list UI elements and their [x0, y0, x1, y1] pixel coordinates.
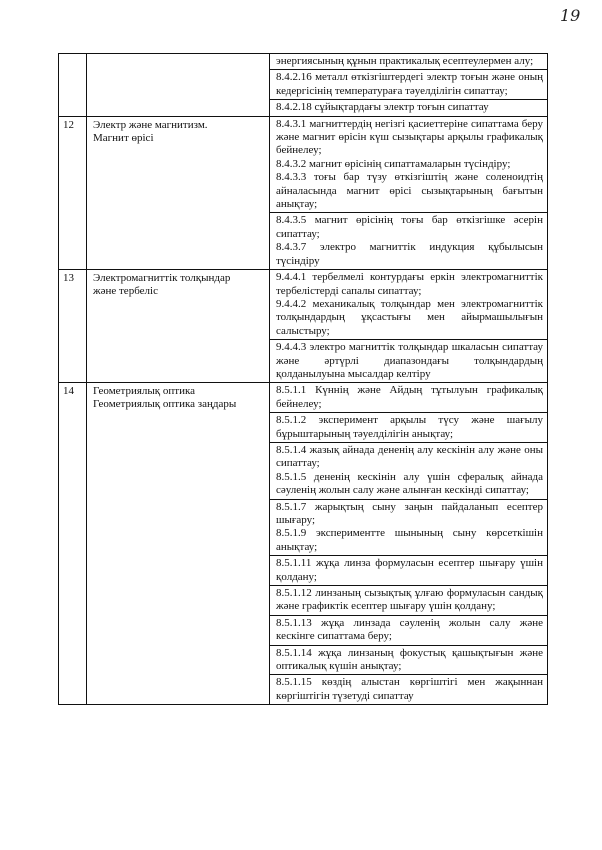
objective-text: 8.4.3.7 электро магниттік индукция құбылысын түсіндіру — [276, 241, 543, 267]
objective-text: 8.5.1.9 экспериментте шынының сыну көрсеткішін анықтау; — [276, 527, 543, 553]
objective-text: 8.5.1.7 жарықтың сыну заңын пайдаланып есептер шығару; — [276, 500, 543, 526]
objective-text: 8.5.1.11 жұқа линза формуласын есептер шығару үшін қолдану; — [276, 557, 543, 583]
objective-block — [270, 69, 547, 99]
objective-block — [270, 499, 547, 556]
objective-text: 8.5.1.15 көздің алыстан көргіштігі мен жақыннан көргіштігін түзетуді сипаттау — [276, 676, 543, 702]
objective-text: энергиясының құнын практикалық есептеулермен алу; — [276, 55, 534, 67]
objectives-cell — [270, 383, 548, 705]
objective-block — [270, 270, 547, 339]
objective-text: 8.4.2.18 сұйықтардағы электр тоғын сипаттау — [276, 101, 489, 114]
objective-text: 8.4.3.3 тоғы бар түзу өткізгіштің және соленоидтің айналасында магнит өрісі сызықтарының бағытын анықтау; — [276, 171, 543, 211]
topic-line: Магнит өрісі — [93, 131, 154, 144]
table-row — [59, 270, 548, 383]
objective-text: 8.4.3.1 магниттердің негізгі қасиеттеріне сипаттама беру және магнит өрісін күш сызықтары арқылы графикалық бейнелеу; — [276, 117, 543, 157]
objective-block — [270, 615, 547, 645]
row-number: 14 — [59, 383, 87, 705]
objective-text: 9.4.4.2 механикалық толқындар мен электромагниттік толқындардың ұқсастығы мен айырмашылығын салыстыру; — [276, 297, 543, 337]
row-number: 13 — [59, 270, 87, 383]
objective-block — [270, 54, 547, 69]
objective-block — [270, 117, 547, 213]
objective-text: 8.5.1.14 жұқа линзаның фокустық қашықтығын және оптикалық күшін анықтау; — [276, 646, 543, 673]
table-row — [59, 54, 548, 117]
topic-cell — [87, 383, 270, 705]
row-number — [59, 54, 87, 117]
objectives-cell — [270, 270, 548, 383]
objective-text: 8.5.1.1 Күннің және Айдың тұтылуын графикалық бейнелеу; — [276, 384, 543, 410]
objective-block — [270, 442, 547, 499]
topic-line: және тербеліс — [93, 285, 158, 298]
objective-text: 8.5.1.13 жұқа линзада сәуленің жолын салу және кескінге сипаттама беру; — [276, 616, 543, 643]
objective-text: 8.4.2.16 металл өткізгіштердегі электр тоғын және оның кедергісінің температураға тәуелділігін сипаттау; — [276, 71, 543, 97]
objectives-cell — [270, 54, 548, 117]
topic-cell — [87, 116, 270, 269]
table-row — [59, 383, 548, 705]
objective-block — [270, 674, 547, 704]
curriculum-table — [58, 53, 548, 705]
topic-line: Электромагниттік толқындар — [93, 272, 231, 285]
objectives-cell — [270, 116, 548, 269]
objective-text: 8.4.3.5 магнит өрісінің тоғы бар өткізгішке әсерін сипаттау; — [276, 214, 543, 240]
topic-cell — [87, 54, 270, 117]
page-number: 19 — [560, 6, 581, 25]
objective-text: 8.5.1.12 линзаның сызықтық ұлғаю формуласын сандық және графиктік есептер шығару үшін қолдану; — [276, 587, 543, 613]
objective-block — [270, 383, 547, 412]
objective-block — [270, 339, 547, 382]
objective-block — [270, 99, 547, 115]
topic-cell — [87, 270, 270, 383]
objective-text: 8.5.1.2 эксперимент арқылы түсу және шағылу бұрыштарының тәуелділігін анықтау; — [276, 414, 543, 440]
objective-text: 8.5.1.5 дененің кескінін алу үшін сфералық айнада сәуленің жолын салу және алынған кескінді сипаттау; — [276, 470, 543, 497]
objective-text: 8.4.3.2 магнит өрісінің сипаттамаларын түсіндіру; — [276, 157, 511, 170]
objective-block — [270, 412, 547, 442]
objective-block — [270, 555, 547, 585]
objective-text: 9.4.4.1 тербелмелі контурдағы еркін электромагниттік тербелістерді сапалы сипаттау; — [276, 271, 543, 297]
objective-text: 9.4.4.3 электро магниттік толқындар шкаласын сипаттау және әртүрлі диапазондағы толқындардың қолданылуына мысалдар келтіру — [276, 341, 543, 380]
objective-block — [270, 645, 547, 675]
objective-text: 8.5.1.4 жазық айнада дененің алу кескінін алу және оны сипаттау; — [276, 443, 543, 470]
topic-line: Электр және магнитизм. — [93, 118, 208, 131]
topic-line: Геометриялық оптика заңдары — [93, 398, 237, 411]
row-number: 12 — [59, 116, 87, 269]
topic-line: Геометриялық оптика — [93, 385, 196, 398]
objective-block — [270, 585, 547, 615]
table-row — [59, 116, 548, 269]
objective-block — [270, 212, 547, 269]
